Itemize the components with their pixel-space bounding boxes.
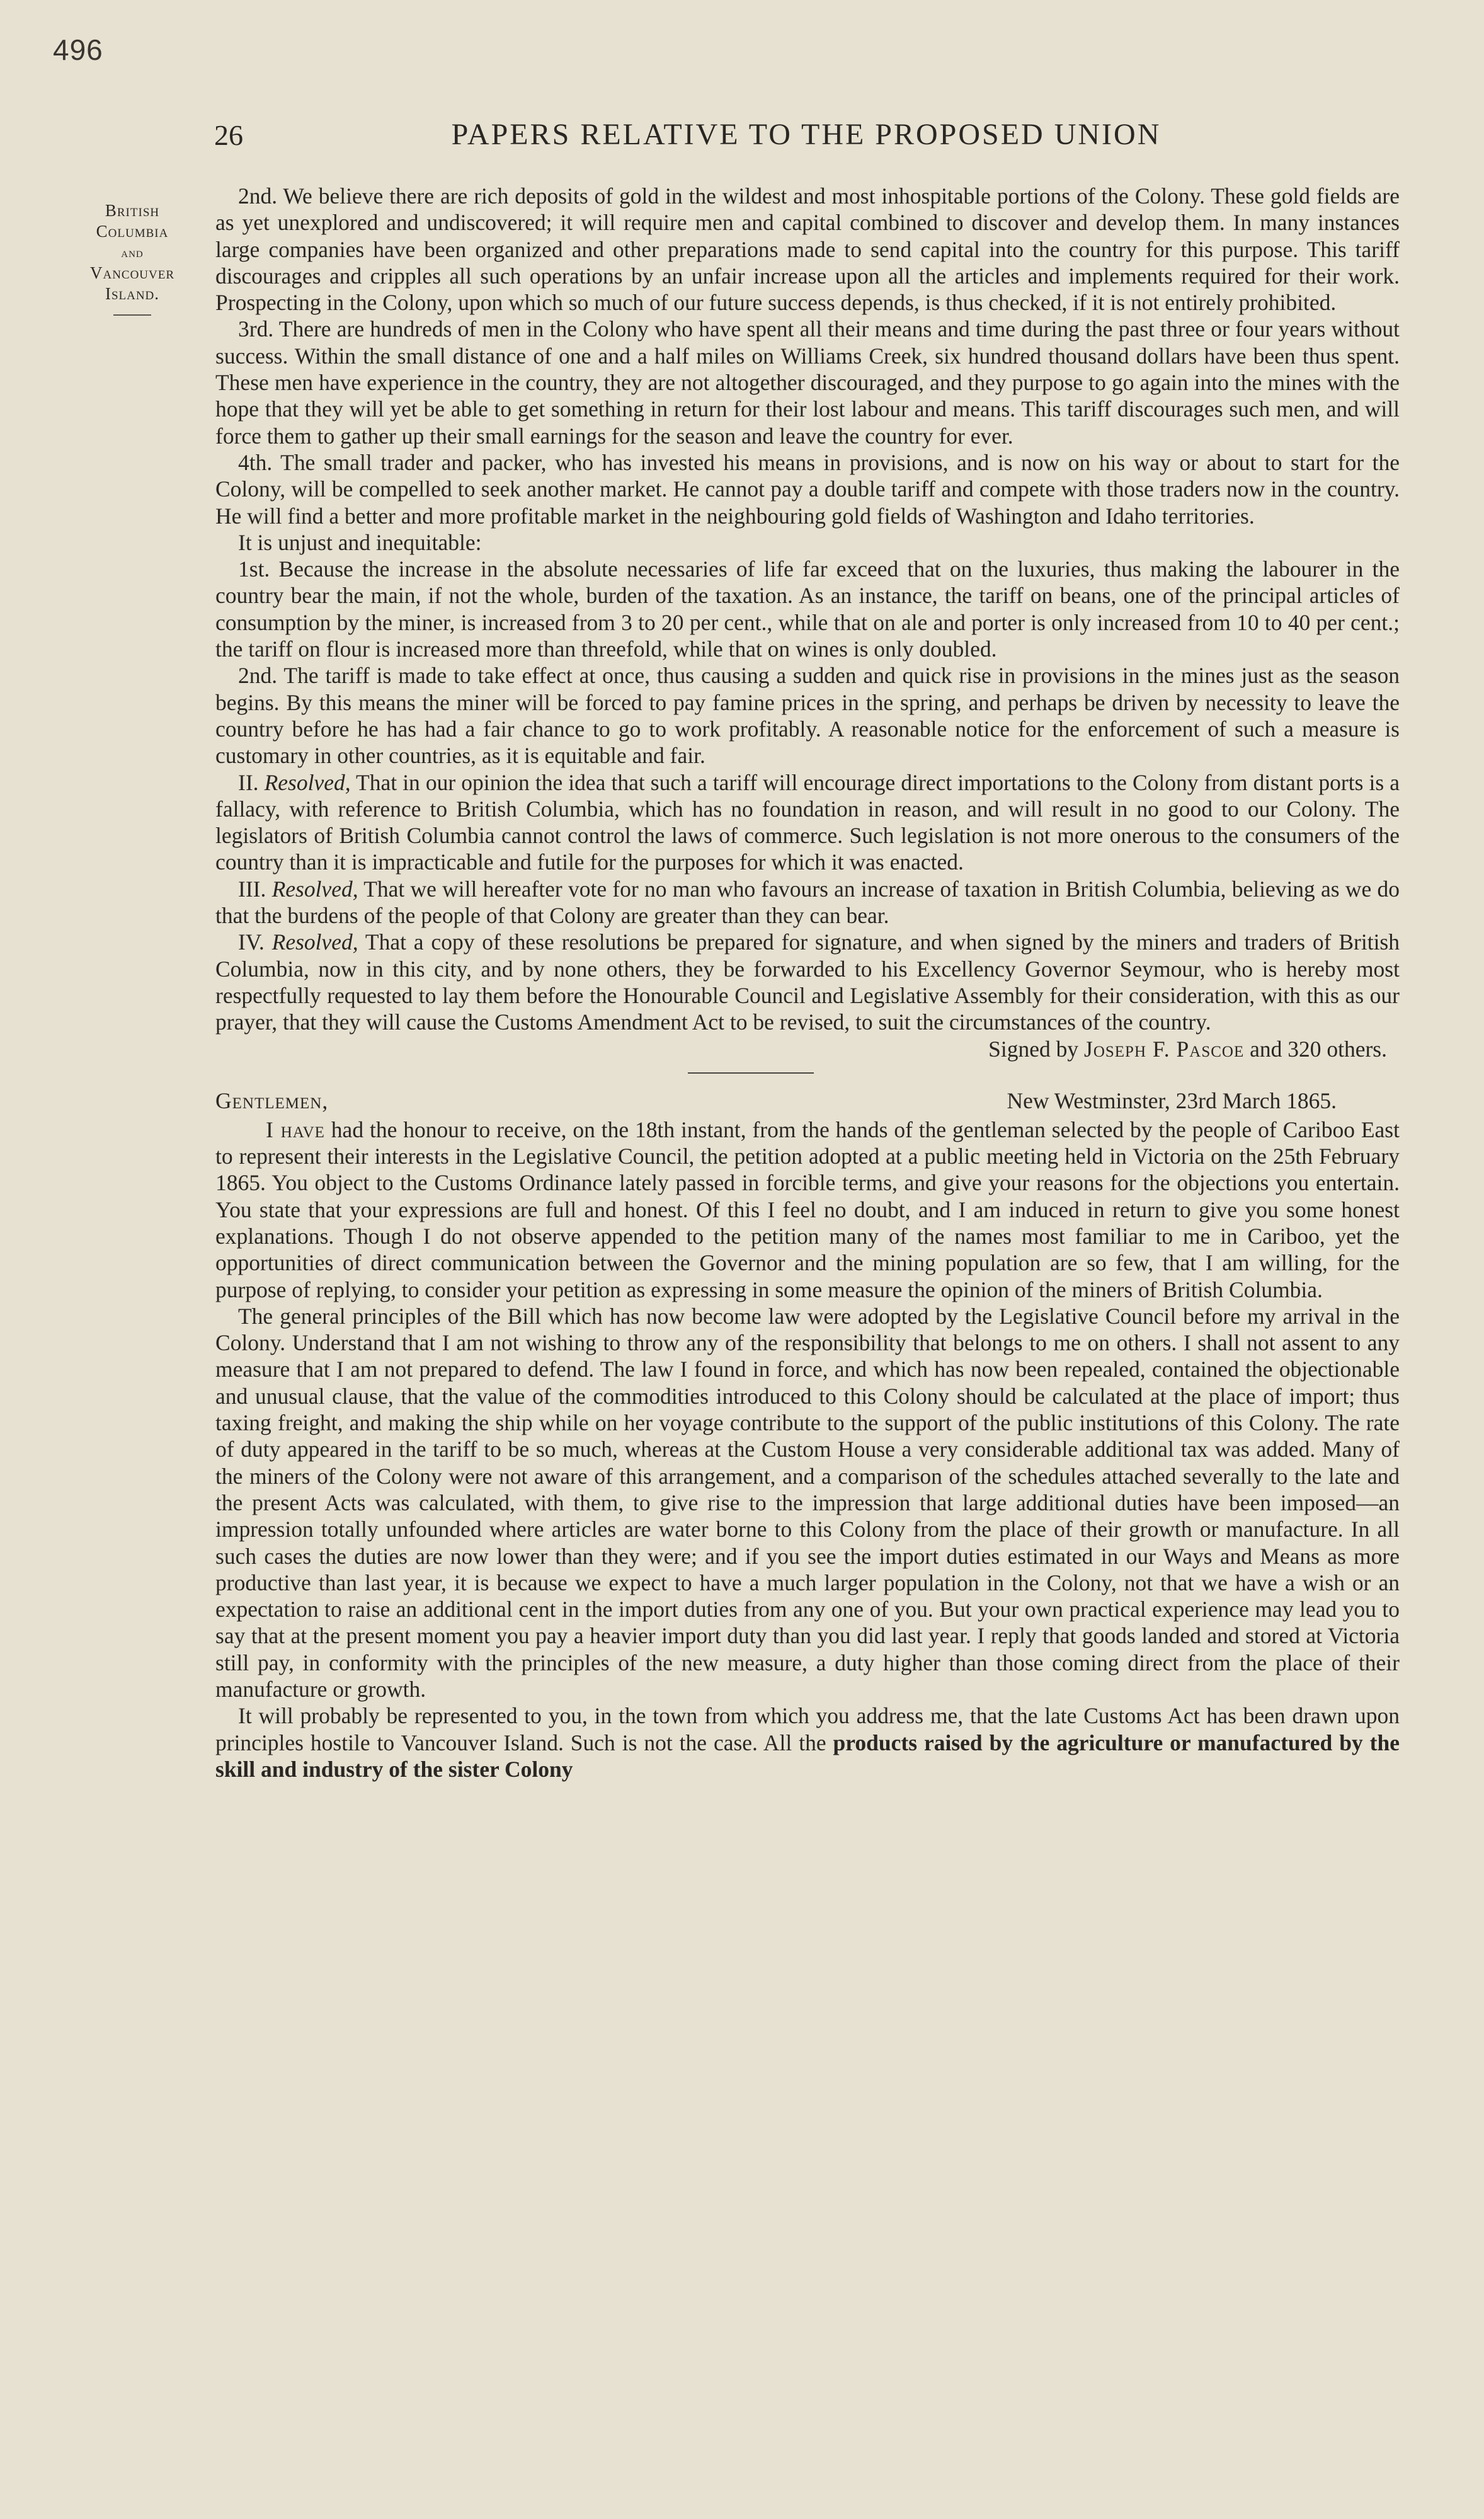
margin-note-line: Island. bbox=[105, 284, 160, 303]
main-text bbox=[215, 183, 1400, 1782]
margin-note-line: British bbox=[105, 201, 160, 220]
signatory-name: Joseph F. Pascoe bbox=[1084, 1036, 1245, 1062]
resolution-4 bbox=[215, 929, 1400, 1035]
petition-paragraph: 4th. The small trader and packer, who has invested his means in provisions, and is now on his way or about to start for the Colony, will be compelled to seek another market. He cannot pay a double tariff and compete with those traders now in the country. He will find a better and more profitable market in the neighbouring gold fields of Washington and Idaho territories. bbox=[215, 449, 1400, 529]
letter-paragraph: The general principles of the Bill which has now become law were adopted by the Legislative Council before my arrival in the Colony. Understand that I am not wishing to throw any of the responsibility that belongs to me on others. I shall not assent to any measure that I am not prepared to defend. The law I found in force, and which has now been repealed, contained the objectionable and unusual clause, that the value of the commodities introduced to this Colony should be calculated at the place of import; thus taxing freight, and making the ship while on her voyage contribute to the support of the public institutions of this Colony. The rate of duty appeared in the tariff to be so much, whereas at the Custom House a very considerable additional tax was added. Many of the miners of the Colony were not aware of this arrangement, and a comparison of the schedules attached severally to the late and the present Acts was calculated, with them, to give rise to the impression that large additional duties have been imposed—an impression totally unfounded where articles are water borne to this Colony from the place of their growth or manufacture. In all such cases the duties are now lower than they were; and if you see the import duties estimated in our Ways and Means as more productive than last year, it is because we expect to have a much larger population in the Colony, not that we have a wish or an expectation to raise an additional cent in the import duties from any one of you. But your own practical experience may lead you to say that at the present moment you pay a heavier import duty than you did last year. I reply that goods landed and stored at Victoria still pay, in conformity with the principles of the new measure, a duty higher than those coming direct from the place of their manufacture or growth. bbox=[215, 1303, 1400, 1702]
resolution-number: II. bbox=[238, 769, 259, 795]
page-number: 26 bbox=[214, 119, 243, 151]
petition-paragraph: 2nd. The tariff is made to take effect at once, thus causing a sudden and quick rise in provisions in the mines just as the season begins. By this means the miner will be forced to pay famine prices in the spring, and perhaps be driven by necessity to leave the country before he has had a fair chance to go to work profitably. A reasonable notice for the enforcement of such a measure is customary in other countries, as it is equitable and fair. bbox=[215, 663, 1400, 769]
letter-paragraph bbox=[215, 1702, 1400, 1782]
petition-paragraph: 3rd. There are hundreds of men in the Colony who have spent all their means and time during the past three or four years without success. Within the small distance of one and a half miles on Williams Creek, six hundred thousand dollars have been thus spent. These men have experience in the country, they are not altogether discouraged, and they purpose to go again into the mines with the hope that they will yet be able to get something in return for their lost labour and means. This tariff discourages such men, and will force them to gather up their small earnings for the season and leave the country for ever. bbox=[215, 316, 1400, 449]
letter-text: It will probably be represented to you, in the town from which you address me, that the late Customs Act has been drawn upon principles hostile to Vancouver Island. Such is not the case. All the bbox=[215, 1703, 1400, 1755]
running-head-title: PAPERS RELATIVE TO THE PROPOSED UNION bbox=[451, 118, 1162, 151]
margin-note-rule bbox=[113, 314, 151, 316]
place-date: New Westminster, 23rd March 1865. bbox=[1007, 1087, 1337, 1113]
resolved-word: Resolved, bbox=[264, 769, 351, 795]
resolution-2 bbox=[215, 769, 1400, 876]
resolution-number: III. bbox=[238, 876, 266, 902]
margin-note-line: Columbia bbox=[96, 222, 169, 241]
signed-prefix: Signed by bbox=[988, 1036, 1084, 1062]
petition-paragraph: It is unjust and inequitable: bbox=[238, 529, 482, 555]
resolved-word: Resolved, bbox=[271, 929, 358, 955]
margin-note-line: and bbox=[121, 244, 144, 260]
margin-note-line: Vancouver bbox=[89, 263, 175, 282]
letter-head bbox=[215, 1087, 1400, 1116]
resolution-text: That in our opinion the idea that such a tariff will encourage direct importations to the Colony from distant ports is a fallacy, with reference to British Columbia, which has no foundation in reason, and will result in no good to our Colony. The legislators of British Columbia cannot control the laws of commerce. Such legislation is not more onerous to the consumers of the country than it is impracticable and futile for the purposes for which it was enacted. bbox=[215, 769, 1400, 875]
resolution-text: That we will hereafter vote for no man who favours an increase of taxation in British Columbia, believing as we do that the burdens of the people of that Colony are greater than they can bear. bbox=[215, 876, 1400, 929]
running-head bbox=[214, 111, 1398, 155]
letter-lead: I have bbox=[266, 1116, 325, 1142]
resolution-number: IV. bbox=[238, 929, 265, 955]
resolved-word: Resolved, bbox=[271, 876, 358, 902]
salutation: Gentlemen, bbox=[215, 1087, 329, 1113]
margin-note bbox=[60, 200, 204, 316]
section-divider bbox=[688, 1072, 814, 1074]
petition-paragraph: 1st. Because the increase in the absolute necessaries of life far exceed that on the luxuries, thus making the labourer in the country bear the main, if not the whole, burden of the taxation. As an instance, the tariff on beans, one of the principal articles of consumption by the miner, is increased from 3 to 20 per cent., while that on ale and porter is only increased from 10 to 40 per cent.; the tariff on flour is increased more than threefold, while that on wines is only doubled. bbox=[215, 556, 1400, 662]
petition-paragraph: 2nd. We believe there are rich deposits of gold in the wildest and most inhospitable portions of the Colony. These gold fields are as yet unexplored and undiscovered; it will require men and capital combined to discover and develop them. In many instances large companies have been organized and other preparations made to send capital into the country for this purpose. This tariff discourages and cripples all such operations by an unfair increase upon all the articles and implements required for their work. Prospecting in the Colony, upon which so much of our future success depends, is thus checked, if it is not entirely prohibited. bbox=[215, 183, 1400, 316]
letter-text-bold: products raised by the agriculture or manufactured by the skill and industry of the sister Colony bbox=[215, 1730, 1400, 1782]
letter-paragraph bbox=[215, 1116, 1400, 1303]
scan-page-number: 496 bbox=[53, 33, 103, 66]
signature-line bbox=[215, 1036, 1400, 1062]
resolution-text: That a copy of these resolutions be prepared for signature, and when signed by the miners and traders of British Columbia, now in this city, and by none others, they be forwarded to his Excellency Governor Seymour, who is hereby most respectfully requested to lay them before the Honourable Council and Legislative Assembly for their consideration, with this as our prayer, that they will cause the Customs Amendment Act to be revised, to suit the circumstances of the country. bbox=[215, 929, 1400, 1035]
signed-suffix: and 320 others. bbox=[1244, 1036, 1387, 1062]
letter-text: had the honour to receive, on the 18th instant, from the hands of the gentleman selected by the people of Cariboo East to represent their interests in the Legislative Council, the petition adopted at a public meeting held in Victoria on the 25th February 1865. You object to the Customs Ordinance lately passed in forcible terms, and give your reasons for the objections you entertain. You state that your expressions are full and honest. Of this I feel no doubt, and I am induced in return to give you some honest explanations. Though I do not observe appended to the petition many of the names most familiar to me in Cariboo, yet the opportunities of direct communication between the Governor and the mining population are so few, that I am willing, for the purpose of replying, to consider your petition as expressing in some measure the opinion of the miners of British Columbia. bbox=[215, 1116, 1400, 1302]
resolution-3 bbox=[215, 876, 1400, 929]
